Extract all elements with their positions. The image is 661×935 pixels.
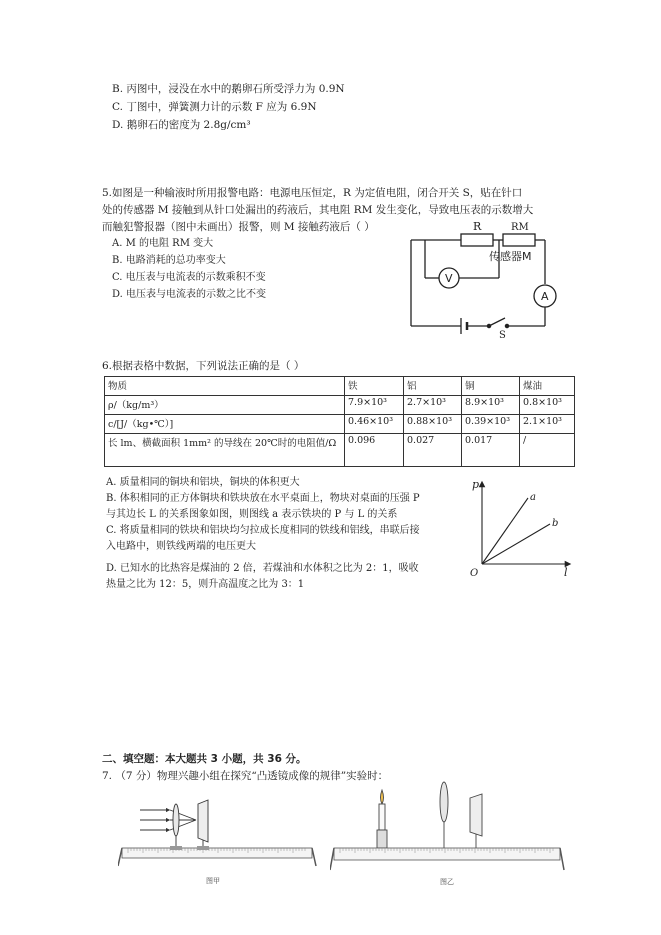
table-row [105, 415, 575, 434]
sensor-label: 传感器M [489, 250, 532, 263]
graph-line-b [482, 524, 550, 564]
q5-option-a: A. M 的电阻 RM 变大 [112, 238, 214, 249]
table-cell: 0.096 [345, 434, 404, 467]
section-heading: 二、填空题：本大题共 3 小题，共 36 分。 [102, 753, 307, 765]
figure-jia-optical-bench [118, 790, 318, 890]
graph-x-label: l [564, 566, 568, 579]
convex-lens-icon [440, 782, 448, 822]
table-cell: 长 lm、横截面积 1mm² 的导线在 20℃时的电阻值/Ω [105, 434, 345, 467]
figure-yi-caption: 图乙 [440, 878, 454, 886]
switch-icon [489, 318, 505, 326]
q5-stem-line-2: 处的传感器 M 接触到从针口处漏出的药液后，其电阻 RM 发生变化，导致电压表的示数增大 [102, 204, 534, 216]
s-label: S [499, 330, 506, 338]
candle-icon [379, 804, 385, 830]
table-cell: 0.8×10³ [520, 396, 575, 415]
table-row [105, 434, 575, 467]
convex-lens-icon [173, 804, 179, 836]
screen-icon [470, 794, 482, 836]
q6-option-c-line-1: C. 将质量相同的铁块和铝块均匀拉成长度相同的铁线和铝线，串联后接 [106, 525, 420, 536]
q5-option-b: B. 电路消耗的总功率变大 [112, 255, 226, 266]
table-cell: ρ/（kg/m³） [105, 396, 345, 415]
q6-option-b-line-1: B. 体积相同的正方体铜块和铁块放在水平桌面上，物块对桌面的压强 P [106, 493, 420, 504]
graph-label-b: b [552, 518, 559, 529]
table-cell: 2.1×10³ [520, 415, 575, 434]
graph-line-a [482, 498, 528, 564]
table-cell: 8.9×10³ [462, 396, 520, 415]
sensor-m-resistor [503, 234, 535, 246]
table-cell: 物质 [105, 377, 345, 396]
table-cell: 0.88×10³ [404, 415, 462, 434]
q6-option-d-line-2: 热量之比为 12：5，则升高温度之比为 3：1 [106, 579, 305, 590]
q6-option-b-line-2: 与其边长 L 的关系图象如图，则图线 a 表示铁块的 P 与 L 的关系 [106, 509, 398, 520]
candle-flame-icon [381, 790, 384, 804]
q6-option-a: A. 质量相同的铜块和铝块，铜块的体积更大 [106, 477, 300, 488]
resistor-r [461, 234, 493, 246]
table-cell: 0.027 [404, 434, 462, 467]
table-cell: c/[J/（kg•℃）] [105, 415, 345, 434]
table-cell: 铜 [462, 377, 520, 396]
q6-data-table [104, 376, 575, 467]
screen-icon [198, 800, 208, 842]
table-cell: 2.7×10³ [404, 396, 462, 415]
q5-option-d: D. 电压表与电流表的示数之比不变 [112, 289, 267, 300]
table-cell: 0.017 [462, 434, 520, 467]
optical-bench [330, 848, 564, 870]
q6-option-c-line-2: 入电路中，则铁线两端的电压更大 [106, 541, 256, 552]
graph-label-a: a [530, 492, 536, 503]
q4-option-b: B. 丙图中，浸没在水中的鹅卵石所受浮力为 0.9N [112, 83, 345, 95]
r-label: R [473, 220, 482, 233]
optical-bench [118, 846, 316, 866]
table-row [105, 377, 575, 396]
q4-option-d: D. 鹅卵石的密度为 2.8g/cm³ [112, 119, 251, 131]
table-cell: 7.9×10³ [345, 396, 404, 415]
q5-stem-line-3: 而触犯警报器（图中未画出）报警，则 M 接触药液后（ ） [102, 221, 375, 233]
figure-yi-optical-bench [330, 780, 570, 890]
a-label: A [541, 290, 549, 303]
graph-origin: O [470, 568, 479, 579]
v-label: V [445, 272, 453, 285]
table-row [105, 396, 575, 415]
q6-pressure-graph [468, 476, 578, 580]
table-cell: 0.46×10³ [345, 415, 404, 434]
table-cell: / [520, 434, 575, 467]
q7-stem: 7. （7 分）物理兴趣小组在探究“凸透镜成像的规律”实验时： [102, 770, 389, 782]
q5-circuit-diagram [405, 214, 565, 338]
q6-option-d-line-1: D. 已知水的比热容是煤油的 2 倍，若煤油和水体积之比为 2：1，吸收 [106, 563, 419, 574]
q5-stem-line-1: 5.如图是一种输液时所用报警电路：电源电压恒定，R 为定值电阻，闭合开关 S，贴在针口 [102, 187, 523, 199]
table-cell: 0.39×10³ [462, 415, 520, 434]
table-cell: 煤油 [520, 377, 575, 396]
graph-y-label: p [472, 478, 480, 491]
figure-jia-caption: 图甲 [206, 877, 220, 885]
table-cell: 铁 [345, 377, 404, 396]
q6-stem: 6.根据表格中数据，下列说法正确的是（ ） [102, 360, 305, 372]
rm-label: RM [511, 222, 529, 233]
q4-option-c: C. 丁图中，弹簧测力计的示数 F 应为 6.9N [112, 101, 317, 113]
table-cell: 铝 [404, 377, 462, 396]
q5-option-c: C. 电压表与电流表的示数乘积不变 [112, 272, 266, 283]
